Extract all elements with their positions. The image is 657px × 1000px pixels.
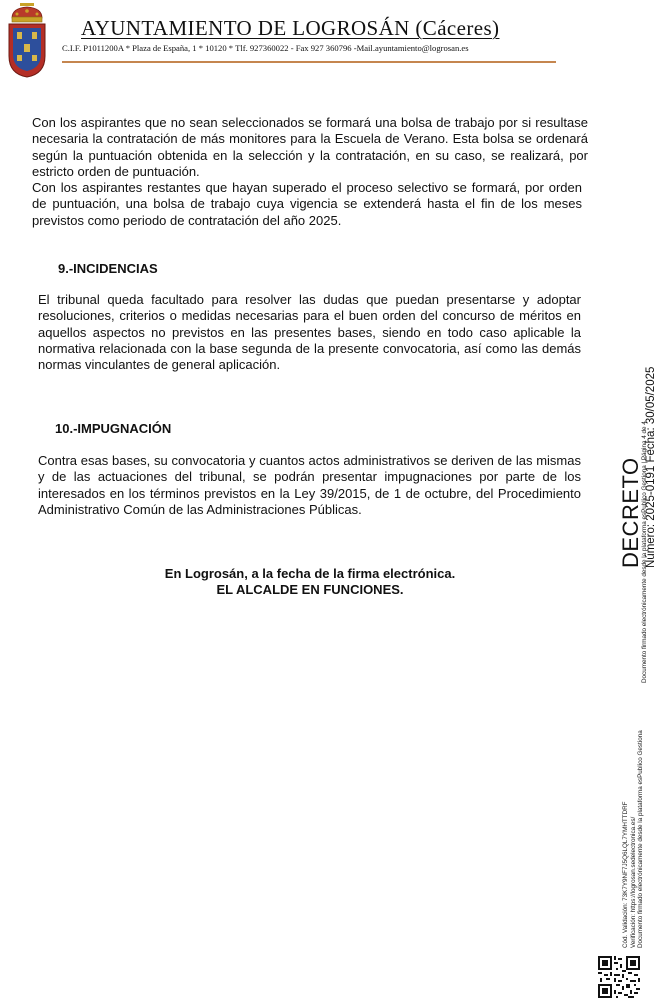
closing-signer: EL ALCALDE EN FUNCIONES. xyxy=(216,582,404,597)
header-rule xyxy=(62,61,556,63)
qr-code-icon xyxy=(598,956,640,998)
intro-paragraph-1: Con los aspirantes que no sean seleccionados se formará una bolsa de trabajo por si resultase necesaria la contratación de más monitores para la Escuela de Verano. Esta bolsa se ordenará según la puntuación obtenida en la selección y la contratación, en su caso, se realizará, por estricto orden de puntuación. xyxy=(32,115,588,179)
signature-block xyxy=(100,566,520,598)
decree-number-date: Número: 2025-0191 Fecha: 30/05/2025 xyxy=(645,366,657,568)
intro-paragraph-2: Con los aspirantes restantes que hayan superado el proceso selectivo se formará, por orden de puntuación, una bolsa de trabajo cuya vigencia se extenderá hasta el fin de los meses previstos como periodo de contratación del año 2025. xyxy=(32,180,582,228)
section-text-impugnacion: Contra esas bases, su convocatoria y cuantos actos administrativos se deriven de las mismas y de las actuaciones del tribunal, se podrán presentar impugnaciones por parte de los interesados en los términos previstos en la Ley 39/2015, de 1 de octubre, del Procedimiento Administrativo Común de las Administraciones Públicas. xyxy=(38,453,581,517)
section-text-incidencias: El tribunal queda facultado para resolver las dudas que puedan presentarse y adoptar resoluciones, criterios o medidas necesarias para el buen orden del concurso de méritos en aquellos aspectos no previstos en las presentes bases, siendo en todo caso aplicable la normativa relacionada con la base segunda de la presente convocatoria, así como las demás normas vinculantes de general aplicación. xyxy=(38,292,581,373)
platform-page-note: Documento firmado electrónicamente desde la plataforma esPublico Gestiona | Página 4 de 4 xyxy=(641,421,648,683)
signed-document-note: Documento firmado electrónicamente desde la plataforma esPublico Gestiona xyxy=(637,730,645,948)
section-heading-impugnacion: 10.-IMPUGNACIÓN xyxy=(55,421,172,436)
verification-url[interactable]: Verificación: https://logrosan.sedelectronica.es/ xyxy=(629,816,637,948)
decreto-label: DECRETO xyxy=(618,457,643,568)
decree-stamp xyxy=(620,367,657,568)
section-heading-incidencias: 9.-INCIDENCIAS xyxy=(58,261,158,276)
municipality-title: AYUNTAMIENTO DE LOGROSÁN (Cáceres) xyxy=(81,16,500,40)
municipal-crest-icon xyxy=(4,2,50,78)
validation-block xyxy=(622,730,645,948)
closing-place-date: En Logrosán, a la fecha de la firma electrónica. xyxy=(164,566,456,581)
validation-code: Cód. Validación: 73K7Y9NF7J5Q6LQL7YMHTTDRF xyxy=(622,801,629,948)
municipality-contact-line: C.I.F. P1011200A * Plaza de España, 1 * 10120 * Tlf. 927360022 - Fax 927 360796 -Mail.ayuntamiento@logrosan.es xyxy=(62,43,469,53)
